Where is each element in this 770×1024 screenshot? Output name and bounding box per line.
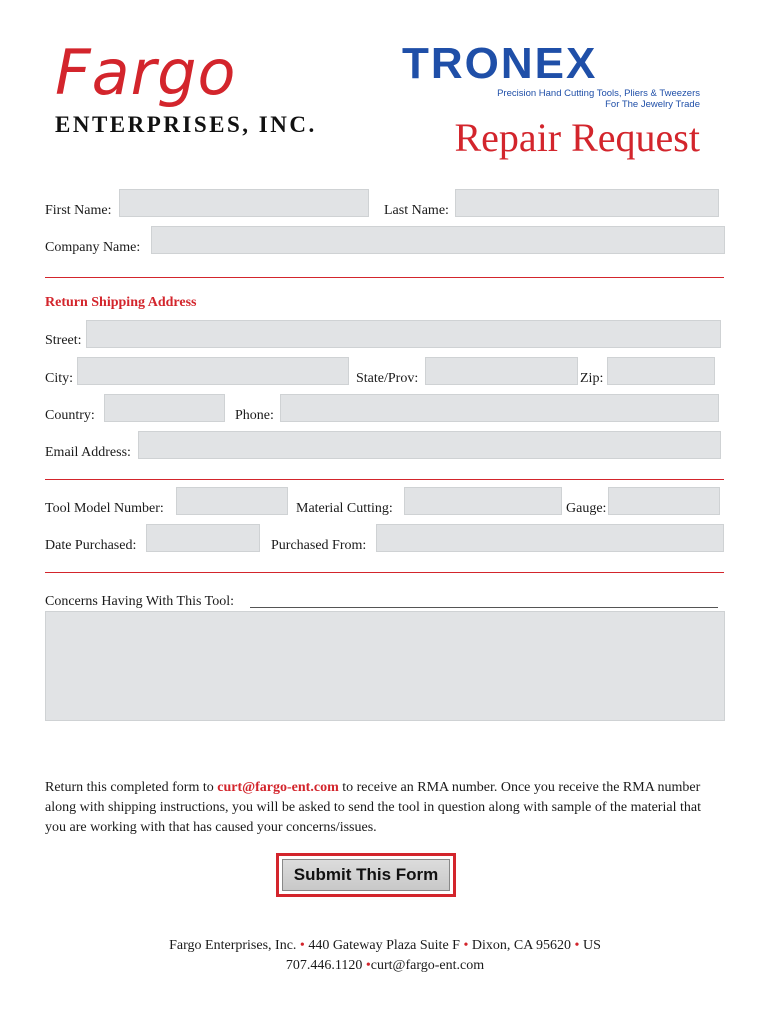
footer-separator: • xyxy=(574,938,580,953)
gauge-field[interactable] xyxy=(608,487,720,515)
tool-model-field[interactable] xyxy=(176,487,288,515)
first-name-field[interactable] xyxy=(119,189,369,217)
footer-email[interactable]: curt@fargo-ent.com xyxy=(370,958,485,973)
country-label: Country: xyxy=(45,408,95,423)
concerns-underline xyxy=(250,607,718,608)
company-name-field[interactable] xyxy=(151,226,725,254)
divider xyxy=(45,277,724,278)
tronex-tagline xyxy=(497,88,700,110)
instructions-email-link[interactable]: curt@fargo-ent.com xyxy=(217,780,339,795)
footer-phone: 707.446.1120 xyxy=(285,958,363,973)
state-label: State/Prov: xyxy=(356,371,419,386)
gauge-label: Gauge: xyxy=(566,501,607,516)
page-title: Repair Request xyxy=(454,115,700,160)
section-title-shipping: Return Shipping Address xyxy=(45,295,197,310)
state-field[interactable] xyxy=(425,357,578,385)
submit-button[interactable] xyxy=(276,853,456,897)
tool-model-label: Tool Model Number: xyxy=(45,501,164,516)
first-name-label: First Name: xyxy=(45,203,112,218)
date-purchased-field[interactable] xyxy=(146,524,260,552)
zip-field[interactable] xyxy=(607,357,715,385)
concerns-label: Concerns Having With This Tool: xyxy=(45,594,235,609)
footer-separator: • xyxy=(299,938,305,953)
material-label: Material Cutting: xyxy=(296,501,393,516)
footer-address: 440 Gateway Plaza Suite F xyxy=(308,938,460,953)
footer-contact-line xyxy=(0,956,770,976)
email-label: Email Address: xyxy=(45,445,131,460)
tronex-logo: TRONEX xyxy=(402,39,598,88)
tronex-tagline-line2: For The Jewelry Trade xyxy=(605,99,700,110)
footer-company: Fargo Enterprises, Inc. xyxy=(169,938,297,953)
phone-label: Phone: xyxy=(235,408,274,423)
street-label: Street: xyxy=(45,333,82,348)
footer-separator: • xyxy=(365,958,371,973)
fargo-logo-subtitle: ENTERPRISES, INC. xyxy=(55,112,317,137)
fargo-logo: Fargo xyxy=(55,36,237,109)
zip-label: Zip: xyxy=(580,371,604,386)
purchased-from-field[interactable] xyxy=(376,524,724,552)
city-field[interactable] xyxy=(77,357,349,385)
country-field[interactable] xyxy=(104,394,225,422)
instructions-before: Return this completed form to xyxy=(45,780,218,795)
footer-country: US xyxy=(582,938,601,953)
phone-field[interactable] xyxy=(280,394,719,422)
material-field[interactable] xyxy=(404,487,562,515)
instructions-paragraph xyxy=(45,778,725,838)
footer-city: Dixon, CA 95620 xyxy=(471,938,572,953)
date-purchased-label: Date Purchased: xyxy=(45,538,137,553)
email-field[interactable] xyxy=(138,431,721,459)
concerns-textarea[interactable] xyxy=(45,611,725,721)
company-name-label: Company Name: xyxy=(45,240,141,255)
last-name-label: Last Name: xyxy=(384,203,449,218)
submit-button-label[interactable]: Submit This Form xyxy=(282,859,450,891)
street-field[interactable] xyxy=(86,320,721,348)
purchased-from-label: Purchased From: xyxy=(271,538,367,553)
divider xyxy=(45,479,724,480)
instructions-after: to receive an RMA number. Once you receive the RMA number along with shipping instructions, you will be asked to send the tool in question along with sample of the material that you are working with that has caused your concerns/issues. xyxy=(45,780,701,835)
city-label: City: xyxy=(45,371,74,386)
footer-address-line xyxy=(0,936,770,956)
last-name-field[interactable] xyxy=(455,189,719,217)
footer-separator: • xyxy=(463,938,469,953)
tronex-tagline-line1: Precision Hand Cutting Tools, Pliers & Tweezers xyxy=(497,88,700,99)
divider xyxy=(45,572,724,573)
